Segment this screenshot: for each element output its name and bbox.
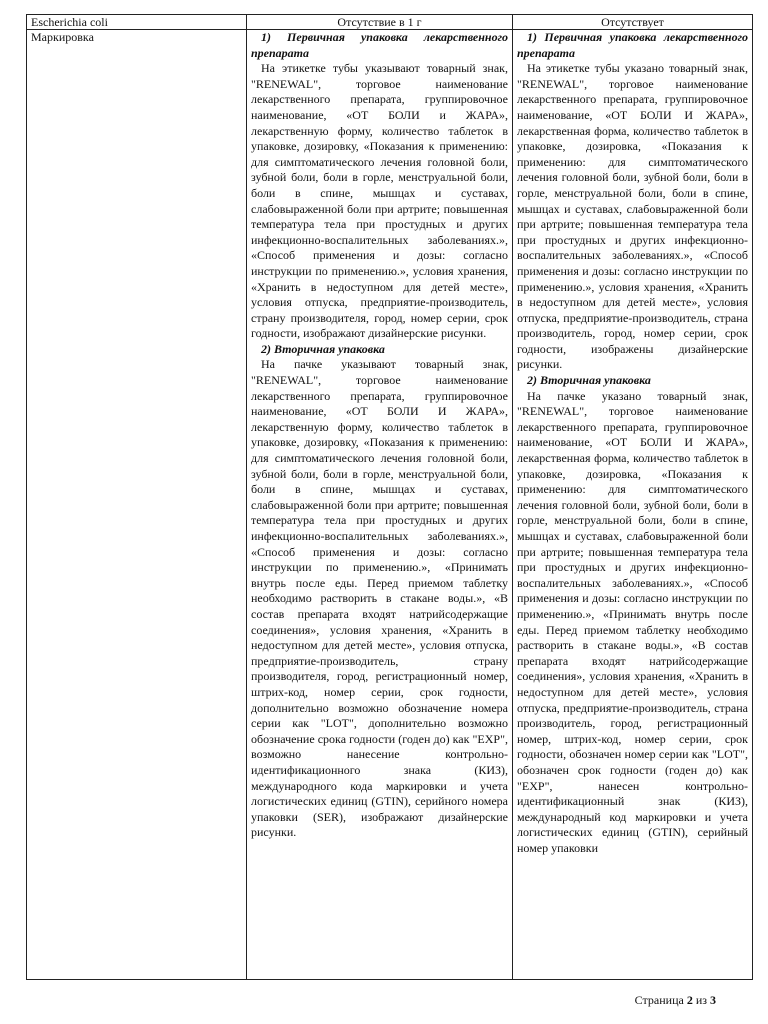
page-number [635, 993, 716, 1008]
primary-packaging-text: На этикетке тубы указывают товарный знак, "RENEWAL", торговое наименование лекарственного препарата, группировочное наименование, «ОТ БОЛИ и ЖАРА», лекарственную форму, количество таблеток в упаковке, дозировку, «Показания к применению: для симптоматического лечения головной боли, зубной боли, боли в горле, менструальной боли, боли в спине, мышцах и суставах, слабовыраженной боли при артрите; повышенная температура тела при простудных и других инфекционно-воспалительных заболеваниях.», «Способ применения и дозы: согласно инструкции по применению.», условия хранения, «Хранить в недоступном для детей месте», условия отпуска, предприятие-производитель, страну производителя, город, номер серии, срок годности, изображают дизайнерские рисунки. [251, 61, 508, 341]
norm-cell: Отсутствие в 1 г [247, 15, 513, 30]
primary-packaging-text: На этикетке тубы указано товарный знак, "RENEWAL", торговое наименование лекарственного препарата, группировочное наименование, «ОТ БОЛИ И ЖАРА», лекарственная форма, количество таблеток в упаковке, дозировка, «Показания к применению: для симптоматического лечения головной боли, зубной боли, боли в горле, менструальной боли, боли в спине, мышцах и суставах, слабовыраженной боли при артрите; повышенная температура тела при простудных и других инфекционно-воспалительных заболеваниях.», «Способ применения и дозы: согласно инструкции по применению.», условия хранения, «Хранить в недоступном для детей месте», условия отпуска, предприятие-производитель, страна производитель, город, номер серии, срок годности, изображены дизайнерские рисунки. [517, 61, 748, 372]
primary-packaging-heading: 1) Первичная упаковка лекарственного препарата [251, 30, 508, 60]
secondary-packaging-heading: 2) Вторичная упаковка [261, 341, 385, 356]
page-prefix: Страница [634, 993, 684, 1007]
marking-label-cell: Маркировка [27, 30, 247, 980]
secondary-packaging-text: На пачке указывают товарный знак, "RENEWAL", торговое наименование лекарственного препарата, группировочное наименование, «ОТ БОЛИ И ЖАРА», лекарственную форму, количество таблеток в упаковке, дозировку, «Показания к применению: для симптоматического лечения головной боли, зубной боли, боли в горле, менструальной боли, боли в спине, мышцах и суставах, слабовыраженной боли при артрите; повышенная температура тела при простудных и других инфекционно-воспалительных заболеваниях.», «Способ применения и дозы: согласно инструкции по применению.», «Принимать внутрь после еды. Перед приемом таблетку необходимо растворить в стакане воды.», «В состав препарата входят натрийсодержащие соединения», условия хранения, «Хранить в недоступном для детей месте», условия отпуска, предприятие-производитель, страну производителя, город, регистрационный номер, штрих-код, номер серии, срок годности, дополнительно возможно обозначение номера серии как "LOT", дополнительно возможно обозначение срока годности (годен до) как "EXP", возможно нанесение контрольно-идентификационного знака (КИЗ), международного кода маркировки и учета логистических единиц (GTIN), серийного номера упаковки (SER), изображают дизайнерские рисунки. [251, 357, 508, 840]
marking-result-cell [513, 30, 753, 980]
result-cell: Отсутствует [513, 15, 753, 30]
table-row [27, 15, 753, 30]
primary-packaging-heading: 1) Первичная упаковка лекарственного препарата [517, 30, 748, 60]
indicator-name-cell: Escherichia coli [27, 15, 247, 30]
table-row [27, 30, 753, 980]
specification-table [26, 14, 753, 980]
page-separator: из [695, 993, 707, 1007]
secondary-packaging-heading: 2) Вторичная упаковка [527, 373, 651, 388]
marking-norm-cell [247, 30, 513, 980]
page-total: 3 [710, 993, 716, 1007]
secondary-packaging-text: На пачке указано товарный знак, "RENEWAL", торговое наименование лекарственного препарата, группировочное наименование, «ОТ БОЛИ И ЖАРА», лекарственная форма, количество таблеток в упаковке, дозировка, «Показания к применению: для симптоматического лечения головной боли, зубной боли, боли в горле, менструальной боли, боли в спине, мышцах и суставах, слабовыраженной боли при артрите; повышенная температура тела при простудных и других инфекционно-воспалительных заболеваниях.», «Способ применения и дозы: согласно инструкции по применению.», «Принимать внутрь после еды. Перед приемом таблетку необходимо растворить в стакане воды.», «В состав препарата входят натрийсодержащие соединения», условия хранения, «Хранить в недоступном для детей месте», условия отпуска, предприятие-производитель, страна производитель, город, регистрационный номер, штрих-код, номер серии, срок годности, обозначен номер серии как "LOT", обозначен срок годности (годен до) как "EXP", нанесен контрольно-идентификационный знак (КИЗ), международный код маркировки и учета логистических единиц (GTIN), серийный номер упаковки [517, 388, 748, 855]
page-current: 2 [686, 993, 693, 1007]
